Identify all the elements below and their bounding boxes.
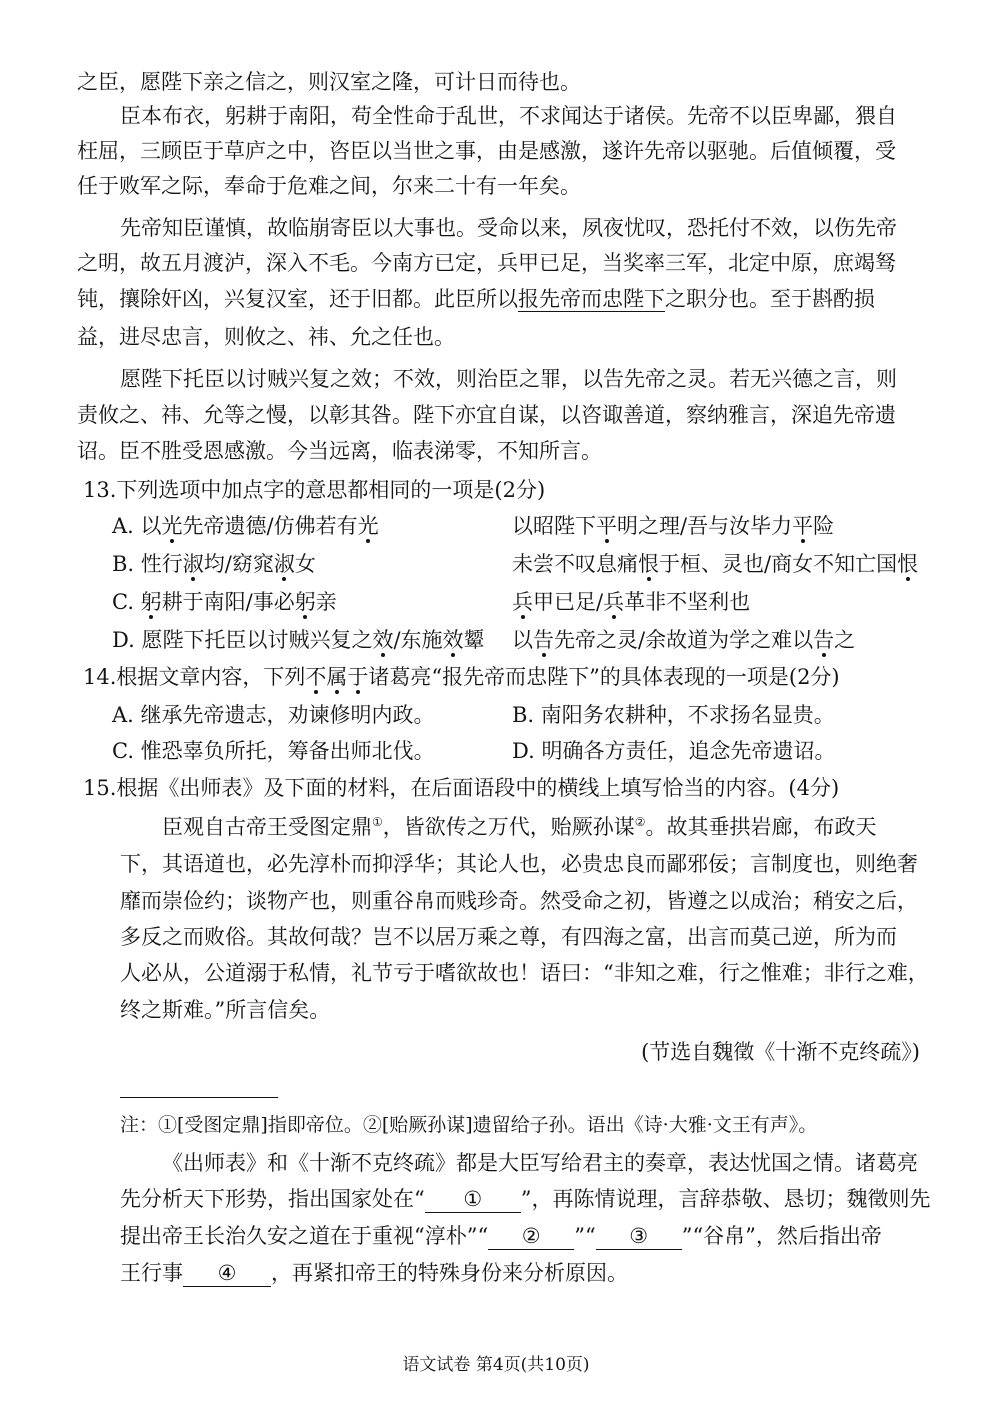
passage-line: 益，进尽忠言，则攸之、祎、允之任也。 <box>77 325 455 349</box>
footnote-marker: ② <box>634 815 646 829</box>
answer-text: ，再紧扣帝王的特殊身份来分析原因。 <box>271 1261 628 1285</box>
passage-text: 钝，攘除奸凶，兴复汉室，还于旧都。此臣所以 <box>77 287 518 311</box>
passage-line: 责攸之、祎、允等之慢，以彰其咎。陛下亦宜自谋，以咨诹善道，察纳雅言，深追先帝遗 <box>77 403 896 427</box>
answer-text: 先分析天下形势，指出国家处在“ <box>120 1187 425 1211</box>
question-stem: 14.根据文章内容，下列不属于诸葛亮“报先帝而忠陛下”的具体表现的一项是(2分) <box>83 665 840 689</box>
option-c: C. 惟恐辜负所托，筹备出师北伐。 <box>112 739 435 763</box>
question-stem: 13.下列选项中加点字的意思都相同的一项是(2分) <box>83 478 546 502</box>
footnote-marker: ① <box>372 815 383 829</box>
material-text: ，皆欲传之万代，贻厥孙谋 <box>382 815 635 839</box>
answer-line <box>120 1221 992 1251</box>
blank-3[interactable]: ③ <box>596 1223 682 1250</box>
option-a-left: A. 以光先帝遗德/仿佛若有光 <box>112 514 379 538</box>
material-source: (节选自魏徵《十渐不克终疏》) <box>641 1040 920 1064</box>
passage-line: 任于败军之际，奉命于危难之间，尔来二十有一年矣。 <box>77 174 581 198</box>
answer-text: ”“ <box>574 1224 596 1248</box>
question-stem: 15.根据《出师表》及下面的材料，在后面语段中的横线上填写恰当的内容。(4分) <box>83 776 840 800</box>
answer-text: 提出帝王长治久安之道在于重视“淳朴”“ <box>120 1224 489 1248</box>
option-b-left: B. 性行淑均/窈窕淑女 <box>112 552 316 576</box>
material-line: 人必从，公道溺于私情，礼节亏于嗜欲故也！语曰：“非知之难，行之惟难；非行之难， <box>120 961 929 985</box>
option-d-right: 以告先帝之灵/余故道为学之难以告之 <box>512 628 856 652</box>
material-line: 靡而崇俭约；谈物产也，则重谷帛而贱珍奇。然受命之初，皆遵之以成治；稍安之后， <box>120 889 918 913</box>
passage-text: 之职分也。至于斟酌损 <box>665 287 875 311</box>
passage-line: 诏。臣不胜受恩感激。今当远离，临表涕零，不知所言。 <box>77 439 602 463</box>
answer-text: ”“谷帛”，然后指出帝 <box>681 1224 882 1248</box>
option-c-right: 兵甲已足/兵革非不坚利也 <box>512 590 751 614</box>
blank-1[interactable]: ① <box>425 1186 521 1213</box>
option-c-left: C. 躬耕于南阳/事必躬亲 <box>112 590 337 614</box>
material-line: 多反之而败俗。其故何哉？岂不以居万乘之尊，有四海之富，出言而莫己逆，所为而 <box>120 925 897 949</box>
answer-line <box>120 1258 992 1288</box>
passage-line <box>77 284 992 314</box>
answer-text: 王行事 <box>120 1261 183 1285</box>
passage-line: 枉屈，三顾臣于草庐之中，咨臣以当世之事，由是感激，遂许先帝以驱驰。后值倾覆，受 <box>77 139 896 163</box>
material-line <box>162 812 992 842</box>
passage-line: 之明，故五月渡泸，深入不毛。今南方已定，兵甲已足，当奖率三军，北定中原，庶竭驽 <box>77 251 896 275</box>
option-a: A. 继承先帝遗志，劝谏修明内政。 <box>112 703 435 727</box>
material-line: 终之斯难。”所言信矣。 <box>120 998 331 1022</box>
page-footer: 语文试卷 第4页(共10页) <box>402 1355 590 1375</box>
answer-text: ”，再陈情说理，言辞恭敬、恳切；魏徵则先 <box>520 1187 931 1211</box>
answer-line: 《出师表》和《十渐不克终疏》都是大臣写给君主的奏章，表达忧国之情。诸葛亮 <box>162 1151 918 1175</box>
option-d-left: D. 愿陛下托臣以讨贼兴复之效/东施效颦 <box>112 628 485 652</box>
passage-line: 先帝知臣谨慎，故临崩寄臣以大事也。受命以来，夙夜忧叹，恐托付不效，以伤先帝 <box>120 216 897 240</box>
blank-4[interactable]: ④ <box>183 1260 271 1287</box>
passage-line: 臣本布衣，躬耕于南阳，苟全性命于乱世，不求闻达于诸侯。先帝不以臣卑鄙，猥自 <box>120 104 897 128</box>
blank-2[interactable]: ② <box>488 1223 574 1250</box>
option-b-right: 未尝不叹息痛恨于桓、灵也/商女不知亡国恨 <box>512 552 919 576</box>
option-d: D. 明确各方责任，追念先帝遗诏。 <box>512 739 836 763</box>
footnote: 注：①[受图定鼎]指即帝位。②[贻厥孙谋]遗留给子孙。语出《诗·大雅·文王有声》。 <box>120 1114 818 1136</box>
material-text: 臣观自古帝王受图定鼎 <box>162 815 372 839</box>
material-text: 。故其垂拱岩廊，布政天 <box>645 815 877 839</box>
passage-line: 之臣，愿陛下亲之信之，则汉室之隆，可计日而待也。 <box>77 70 581 94</box>
footnote-divider <box>120 1097 278 1098</box>
underlined-phrase: 报先帝而忠陛下 <box>518 287 665 311</box>
option-b: B. 南阳务农耕种，不求扬名显贵。 <box>512 703 835 727</box>
passage-line: 愿陛下托臣以讨贼兴复之效；不效，则治臣之罪，以告先帝之灵。若无兴德之言，则 <box>120 367 897 391</box>
material-line: 下，其语道也，必先淳朴而抑浮华；其论人也，必贵忠良而鄙邪佞；言制度也，则绝奢 <box>120 852 918 876</box>
answer-line <box>120 1184 992 1214</box>
option-a-right: 以昭陛下平明之理/吾与汝毕力平险 <box>512 514 835 538</box>
